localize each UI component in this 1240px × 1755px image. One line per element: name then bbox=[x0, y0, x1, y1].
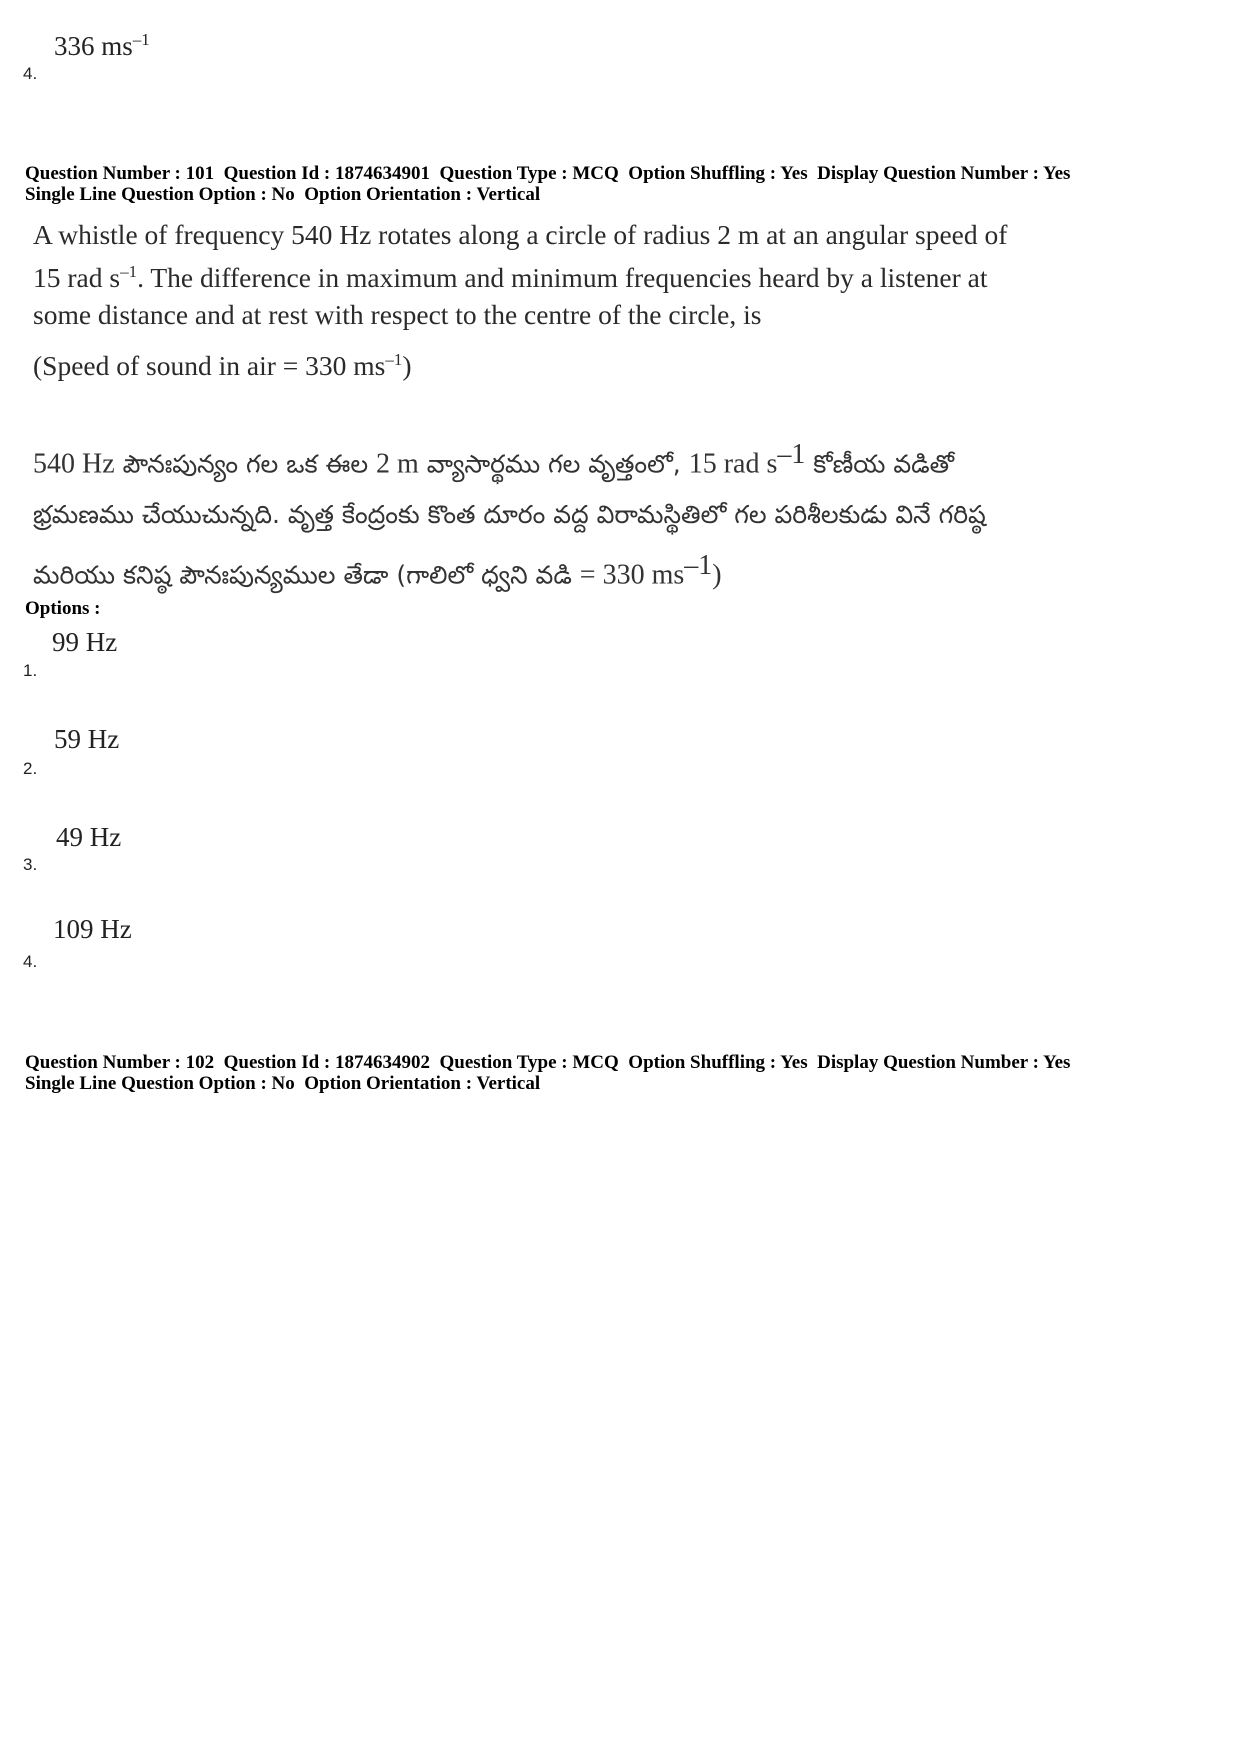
prev-option-4-number: 4. bbox=[23, 64, 38, 83]
option-2-number: 2. bbox=[23, 759, 38, 778]
option-2-value: 59 Hz bbox=[54, 724, 120, 754]
options-label: Options : bbox=[25, 598, 101, 619]
prev-option-4-value: 336 $ms^{-1}$ bbox=[54, 30, 150, 61]
question-101-meta: Question Number : 101 Question Id : 1874634901 Question Type : MCQ Option Shuffling : Yes Display Question Number : Yes Single Line Question Option : No Option Orientation : Vertical bbox=[25, 163, 1071, 205]
option-1-value: 99 Hz bbox=[52, 627, 118, 657]
option-4-value: 109 Hz bbox=[53, 914, 132, 944]
option-3-value: 49 Hz bbox=[56, 822, 122, 852]
question-101-english: A whistle of frequency 540 Hz rotates along a circle of radius 2 m at an angular speed of 15 rad $s^{-1}$. The difference in maximum and minimum frequencies heard by a listener at some distance and at rest with respect to the centre of the circle, is (Speed of sound in air = 330 $ms^{-1}$) bbox=[33, 219, 1008, 382]
option-4-number: 4. bbox=[23, 952, 38, 971]
question-102-meta: Question Number : 102 Question Id : 1874634902 Question Type : MCQ Option Shuffling : Yes Display Question Number : Yes Single Line Question Option : No Option Orientation : Vertical bbox=[25, 1052, 1071, 1094]
option-3-number: 3. bbox=[23, 855, 38, 874]
question-101-telugu: 540 Hz పౌనఃపున్యం గల ఒక ఈల 2 m వ్యాసార్థము గల వృత్తంలో, 15 rad $s^{-1}$ కోణీయ వడితో భ్రమణము చేయుచున్నది. వృత్త కేంద్రంకు కొంత దూరం వద్ద విరామస్థితిలో గల పరిశీలకుడు వినే గరిష్ఠ మరియు కనిష్ఠ పౌనఃపున్యముల తేడా (గాలిలో ధ్వని వడి = 330 $ms^{-1}$) bbox=[33, 439, 986, 591]
option-1-number: 1. bbox=[23, 661, 38, 680]
